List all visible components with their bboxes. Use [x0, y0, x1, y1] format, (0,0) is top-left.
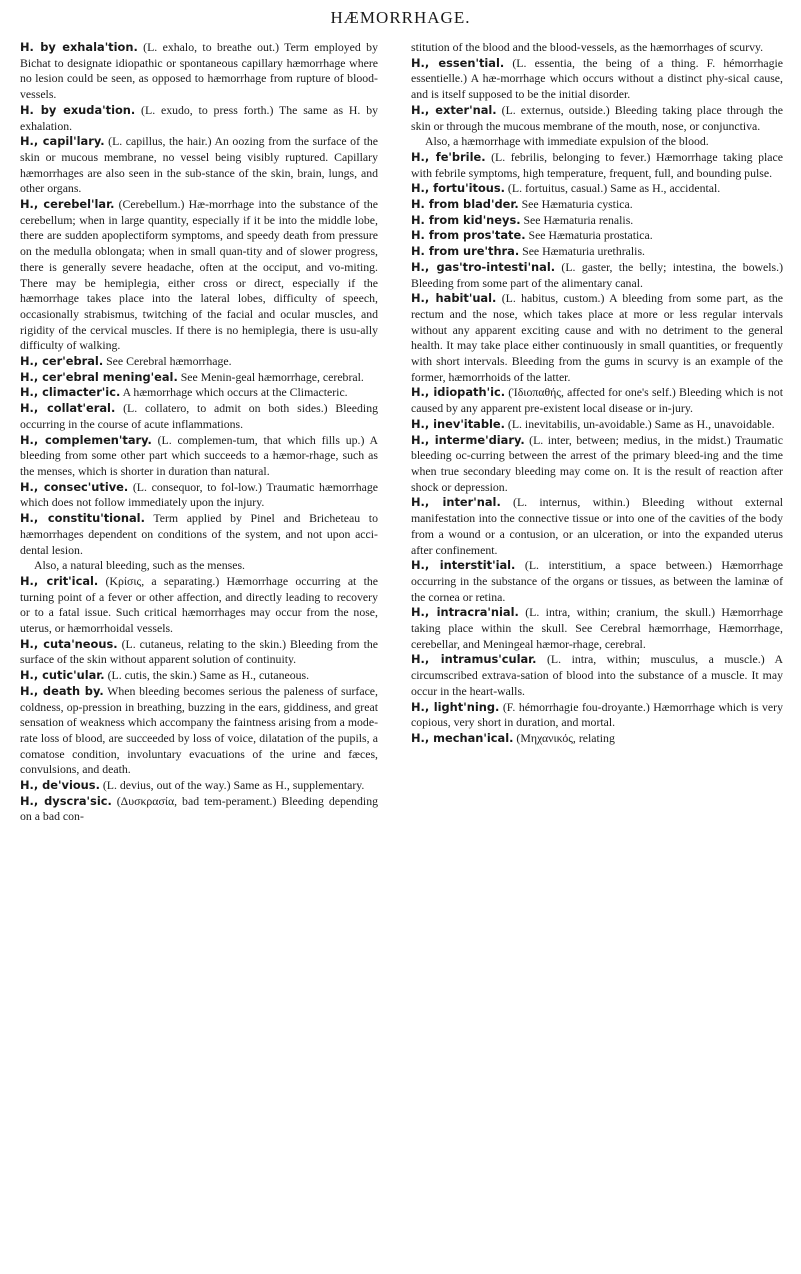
dictionary-entry — [411, 150, 783, 181]
dictionary-entry — [411, 652, 783, 699]
dictionary-entry — [411, 731, 783, 747]
entry-headword: H., cerebel'lar. — [20, 197, 115, 212]
dictionary-entry — [411, 260, 783, 291]
entry-definition: (L. inter, between; medius, in the midst.) Traumatic bleeding oc-curring between the arrest of the primary bleed-ing and the time when true secondary bleeding may come on. It is the result of reaction after shock or depression. — [411, 432, 783, 494]
entry-headword: H., essen'tial. — [411, 55, 505, 70]
entry-definition: See Menin-geal hæmorrhage, cerebral. — [177, 369, 364, 384]
entry-definition: (L. inevitabilis, un-avoidable.) Same as H., unavoidable. — [504, 416, 775, 431]
entry-definition: (Μηχανικός, relating — [513, 730, 615, 745]
entry-definition: (L. gaster, the belly; intestina, the bowels.) Bleeding from some part of the alimentary canal. — [411, 259, 783, 290]
entry-subparagraph: Also, a natural bleeding, such as the menses. — [34, 558, 245, 573]
dictionary-entry — [411, 558, 783, 605]
entry-headword: H., collat'eral. — [20, 401, 116, 416]
entry-definition: See Hæmaturia urethralis. — [519, 244, 645, 259]
entry-headword: H. by exuda'tion. — [20, 102, 136, 117]
dictionary-entry — [20, 637, 378, 668]
dictionary-entry — [20, 684, 378, 778]
entry-headword: H., fortu'itous. — [411, 181, 505, 196]
entry-headword: H. from blad'der. — [411, 197, 519, 212]
entry-headword: H., cuta'neous. — [20, 636, 118, 651]
entry-definition: (L. internus, within.) Bleeding without external manifestation into the connective tissue or into one of the cavities of the body from a wound or a contusion, or an ulceration, or into the expanded uterus after confinement. — [411, 495, 784, 557]
entry-headword: H., climacter'ic. — [20, 385, 121, 400]
dictionary-entry — [20, 794, 378, 825]
entry-headword: H., interstit'ial. — [411, 558, 516, 573]
entry-definition: (L. cutis, the skin.) Same as H., cutaneous. — [104, 668, 310, 683]
entry-headword: H., idiopath'ic. — [411, 385, 506, 400]
dictionary-entry — [20, 668, 378, 684]
dictionary-entry — [411, 56, 783, 103]
entry-headword: H., light'ning. — [411, 699, 500, 714]
dictionary-entry — [20, 574, 378, 637]
entry-headword: H., dyscra'sic. — [20, 793, 112, 808]
entry-definition: See Hæmaturia cystica. — [518, 197, 633, 212]
dictionary-entry — [411, 417, 783, 433]
entry-definition: A hæmorrhage which occurs at the Climacteric. — [120, 385, 348, 400]
entry-headword: H., cer'ebral mening'eal. — [20, 369, 178, 384]
entry-headword: H., crit'ical. — [20, 573, 99, 588]
dictionary-entry — [411, 385, 783, 416]
dictionary-entry — [20, 354, 378, 370]
entry-definition: (L. intra, within; cranium, the skull.) Hæmorrhage taking place within the skull. See Cerebral hæmorrhage, Hæmorrhage, cerebellar, and Meningeal hæmor-rhage, cerebral. — [411, 605, 783, 651]
entry-headword: H., habit'ual. — [411, 291, 497, 306]
entry-definition: (L. externus, outside.) Bleeding taking place through the skin or through the mucous membrane of the mouth, nose, or conjunctiva. — [411, 102, 783, 133]
dictionary-entry — [411, 228, 783, 244]
dictionary-entry — [411, 197, 783, 213]
dictionary-entry — [20, 134, 378, 197]
entry-definition: See Cerebral hæmorrhage. — [103, 354, 232, 369]
entry-definition: (L. habitus, custom.) A bleeding from some part, as the rectum and the nose, which takes place at more or less regular intervals without any apparent exciting cause and with no detriment to the general health. It may take place either continuously in small quantities, or frequently with short intervals. Bleeding from the gums in scurvy is an example of the former, hæmorrhoids of the latter. — [411, 291, 783, 384]
entry-definition: (L. intra, within; musculus, a muscle.) A circumscribed extrava-sation of blood into the substance of a muscle. It may occur in the heart-walls. — [411, 652, 784, 698]
entry-headword: H. by exhala'tion. — [20, 40, 138, 54]
entry-headword: H., intramus'cular. — [411, 652, 537, 667]
entry-definition: (Κρίσις, a separating.) Hæmorrhage occurring at the turning point of a fever or other affection, and directly leading to recovery or to a fatal issue. Such critical hæmorrhages may occur from the nose, uterus, or hæmorrhoidal vessels. — [20, 573, 378, 636]
dictionary-entry — [20, 370, 378, 386]
dictionary-entry — [20, 197, 378, 354]
entry-definition: (L. febrilis, belonging to fever.) Hæmorrhage taking place with febrile symptoms, high temperature, frequent, full, and bounding pulse. — [411, 149, 783, 180]
entry-headword: H., inter'nal. — [411, 495, 501, 510]
entry-headword: H. from ure'thra. — [411, 244, 520, 259]
entry-definition: See Hæmaturia renalis. — [520, 212, 634, 227]
dictionary-entry — [20, 511, 378, 558]
entry-headword: H., gas'tro-intesti'nal. — [411, 259, 556, 274]
entry-headword: H., complemen'tary. — [20, 432, 152, 447]
right-column — [411, 40, 783, 747]
entry-definition: (L. interstitium, a space between.) Hæmorrhage occurring in the substance of the organs or tissues, as between the laminæ of the cornea or retina. — [411, 558, 783, 604]
entry-definition: When bleeding becomes serious the paleness of surface, coldness, op-pression in breathing, buzzing in the ears, giddiness, and great sensation of weakness which accompany the faintness arising from a mode-rate loss of blood, are succeeded by loss of voice, dilatation of the pupils, a comatose condition, involuntary evacuations of the urine and fæces, convulsions, and death. — [20, 683, 378, 777]
entry-definition: Term applied by Pinel and Bricheteau to hæmorrhages dependent on conditions of the system, and not upon acci-dental lesion. — [20, 511, 378, 557]
dictionary-entry — [411, 291, 783, 385]
entry-headword: H., death by. — [20, 683, 104, 698]
entry-headword: H., interme'diary. — [411, 432, 525, 447]
dictionary-entry — [20, 433, 378, 480]
entry-definition: (Cerebellum.) Hæ-morrhage into the substance of the cerebellum; when in large quantity, especially if it be into the middle lobe, there are sudden apoplectiform symptoms, and speedy death from pressure on the medulla oblongata; when in small quan-tity and of slower progress, there is generally severe headache, often at the occiput, and vo-miting. There may be hemiplegia, either cross or direct, especially if the hæmorrhage takes place into the lateral lobes, difficulty of speech, occasionally strabismus, twitching of the facial and ocular muscles, and rigidity of the cervical muscles. If there is no hemiplegia, there is usu-ally difficulty of walking. — [20, 197, 378, 353]
entry-headword: H., fe'brile. — [411, 149, 486, 164]
dictionary-entry — [20, 401, 378, 432]
dictionary-entry — [20, 778, 378, 794]
entry-definition: (L. essentia, the being of a thing. F. hémorrhagie essentielle.) A hæ-morrhage which occurs without a distinct phy-sical cause, and is itself supposed to be the initial disorder. — [411, 55, 784, 102]
dictionary-entry — [411, 605, 783, 652]
entry-headword: H., mechan'ical. — [411, 730, 514, 745]
dictionary-entry — [20, 385, 378, 401]
dictionary-entry — [20, 103, 378, 134]
entry-headword: H., consec'utive. — [20, 479, 129, 494]
dictionary-entry — [411, 213, 783, 229]
entry-definition: (Δυσκρασία, bad tem-perament.) Bleeding depending on a bad con- — [20, 793, 378, 824]
entry-definition: (L. exhalo, to breathe out.) Term employed by Bichat to designate idiopathic or spontaneous capillary hæmorrhage where no lesion could be seen, as opposed to hæmorrhage from rupture of blood-vessels. — [20, 40, 378, 102]
entry-definition: (L. exudo, to press forth.) The same as H. by exhalation. — [20, 102, 378, 133]
entry-headword: H., exter'nal. — [411, 102, 497, 117]
entry-headword: H., cutic'ular. — [20, 668, 105, 683]
entry-definition: See Hæmaturia prostatica. — [525, 228, 653, 243]
entry-definition: (L. complemen-tum, that which fills up.) A bleeding from some other part which succeeds to a hæmor-rhage, such as the menses, which is shorter in duration than natural. — [20, 432, 379, 478]
entry-headword: H. from kid'neys. — [411, 212, 521, 227]
entry-headword: H., de'vious. — [20, 778, 100, 793]
entry-definition: (Ἰδιοπαθής, affected for one's self.) Bleeding which is not caused by any apparent pre-existent local disease or in-jury. — [411, 385, 783, 416]
dictionary-entry — [20, 40, 378, 103]
dictionary-entry — [411, 433, 783, 496]
entry-headword: H., inev'itable. — [411, 416, 505, 431]
dictionary-entry — [411, 103, 783, 134]
entry-definition: (L. cutaneus, relating to the skin.) Bleeding from the surface of the skin without apparent solution of continuity. — [20, 636, 378, 667]
entry-subparagraph: Also, a hæmorrhage with immediate expulsion of the blood. — [425, 134, 709, 149]
left-column — [20, 40, 378, 825]
entry-definition: (L. devius, out of the way.) Same as H., supplementary. — [99, 778, 365, 793]
entry-definition: (L. collatero, to admit on both sides.) Bleeding occurring in the course of acute inflammations. — [20, 401, 378, 431]
entry-headword: H., constitu'tional. — [20, 511, 145, 526]
running-head: HÆMORRHAGE. — [330, 8, 471, 27]
entry-headword: H., intracra'nial. — [411, 605, 519, 620]
entry-definition: (F. hémorrhagie fou-droyante.) Hæmorrhage which is very copious, very short in duration, and mortal. — [411, 699, 783, 730]
dictionary-entry — [411, 700, 783, 731]
entry-definition: (L. capillus, the hair.) An oozing from the surface of the skin or mucous membrane, no vessel being visibly ruptured. Capillary hæmorrhages are also seen in the sub-stance of the skin, brain, lungs, and other organs. — [20, 134, 378, 196]
entry-headword: H., capil'lary. — [20, 134, 105, 149]
dictionary-entry — [20, 480, 378, 511]
entry-headword: H. from pros'tate. — [411, 228, 526, 243]
entry-headword: H., cer'ebral. — [20, 354, 104, 369]
dictionary-entry — [411, 495, 783, 558]
entry-continuation: stitution of the blood and the blood-vessels, as the hæmorrhages of scurvy. — [411, 40, 764, 54]
dictionary-entry — [411, 244, 783, 260]
entry-definition: (L. consequor, to fol-low.) Traumatic hæmorrhage which does not follow immediately upon the injury. — [20, 479, 378, 510]
entry-definition: (L. fortuitus, casual.) Same as H., accidental. — [504, 181, 721, 196]
dictionary-entry — [411, 181, 783, 197]
